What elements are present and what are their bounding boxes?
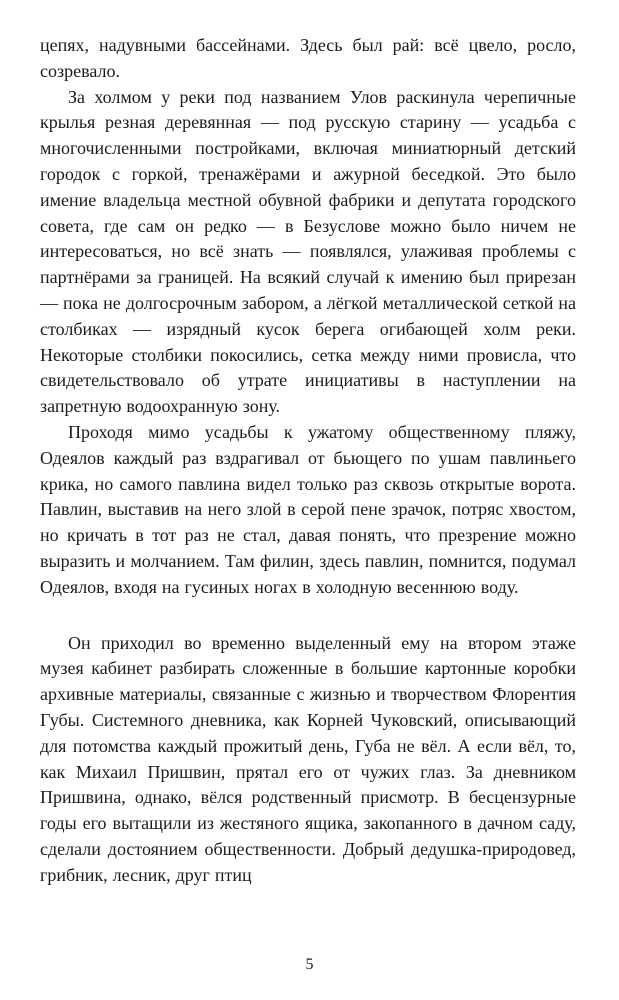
body-text-paragraph: Он приходил во временно выделенный ему на втором этаже музея кабинет разбирать сложенные в большие картонные коробки архивные материалы, связанные с жизнью и творчеством Флорентия Губы. Системного дневника, как Корней Чуковский, описывающий для потомства каждый прожитый день, Губа не вёл. А если вёл, то, как Михаил Пришвин, прятал его от чужих глаз. За дневником Пришвина, однако, вёлся родственный присмотр. В бесцензурные годы его вытащили из жестяного ящика, закопанного в дачном саду, сделали достоянием общественности. Добрый дедушка-природовед, грибник, лесник, друг птиц <box>40 632 576 885</box>
body-text-paragraph: За холмом у реки под названием Улов раскинула черепичные крылья резная деревянная — под русскую старину — усадьба с многочисленными постройками, включая миниатюрный детский городок с горкой, тренажёрами и ажурной беседкой. Это было имение владельца местной обувной фабрики и депутата городского совета, где сам он редко — в Безуслове можно было ничем не интересоваться, но всё знать — появлялся, улаживая проблемы с партнёрами за границей. На всякий случай к имению был прирезан — пока не долгосрочным забором, а лёгкой металлической сеткой на столбиках — изрядный кусок берега огибающей холм реки. Некоторые столбики покосились, сетка между ними провисла, что свидетельствовало об утрате инициативы в наступлении на запретную водоохранную зону. <box>40 86 576 417</box>
text-block <box>40 33 576 889</box>
body-text-paragraph: цепях, надувными бассейнами. Здесь был рай: всё цвело, росло, созревало. <box>40 35 576 81</box>
page-number: 5 <box>305 956 314 973</box>
body-text-paragraph: Проходя мимо усадьбы к ужатому общественному пляжу, Одеялов каждый раз вздрагивал от бьющего по ушам павлиньего крика, но самого павлина видел только раз сквозь открытые ворота. Павлин, выставив на него злой в серой пене зрачок, потряс хвостом, но кричать в тот раз не стал, давая понять, что презрение можно выразить и молчанием. Там филин, здесь павлин, помнится, подумал Одеялов, входя на гусиных ногах в холодную весеннюю воду. <box>40 421 576 597</box>
